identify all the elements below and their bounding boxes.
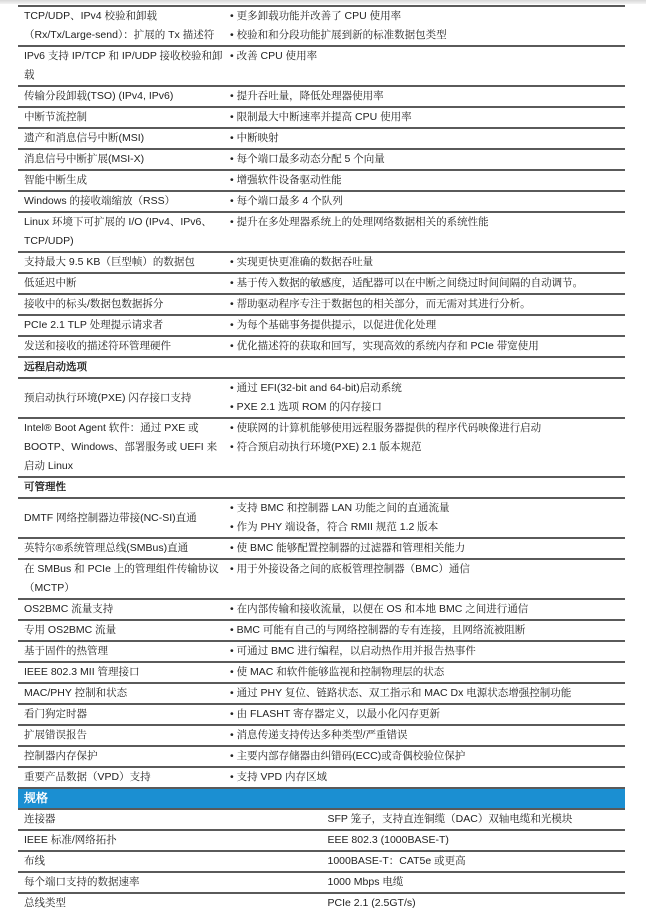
benefit-bullet: • 每个端口最多动态分配 5 个向量: [230, 150, 625, 169]
benefit-bullet: • 优化描述符的获取和回写，实现高效的系统内存和 PCIe 带宽使用: [230, 337, 625, 356]
benefit-bullet: • 基于传入数据的敏感度，适配器可以在中断之间绕过时间间隔的自动调节。: [230, 274, 625, 293]
benefit-bullet: • 主要内部存储器由纠错码(ECC)或奇偶校验位保护: [230, 747, 625, 766]
spec-row: [18, 830, 625, 851]
feature-benefits: [224, 498, 625, 538]
section-header-row: [18, 477, 625, 498]
benefit-bullet: • 使 BMC 能够配置控制器的过滤器和管理相关能力: [230, 539, 625, 558]
spec-row: [18, 809, 625, 830]
section-title: 可管理性: [18, 477, 625, 498]
spec-value: 1000 Mbps 电缆: [322, 872, 626, 893]
feature-benefits: [224, 641, 625, 662]
benefit-bullet: • 中断映射: [230, 129, 625, 148]
feature-row: [18, 252, 625, 273]
benefit-bullet: • 使 MAC 和软件能够监视和控制物理层的状态: [230, 663, 625, 682]
feature-benefits: [224, 315, 625, 336]
feature-row: [18, 273, 625, 294]
spec-name: IEEE 标准/网络拓扑: [18, 830, 322, 851]
spec-name: 每个端口支持的数据速率: [18, 872, 322, 893]
benefit-bullet: • 帮助驱动程序专注于数据包的相关部分，而无需对其进行分析。: [230, 295, 625, 314]
feature-benefits: [224, 149, 625, 170]
spec-value: PCIe 2.1 (2.5GT/s): [327, 897, 416, 909]
benefit-bullet: • 限制最大中断速率并提高 CPU 使用率: [230, 108, 625, 127]
feature-benefits: [224, 252, 625, 273]
benefit-bullet: • 更多卸载功能并改善了 CPU 使用率: [230, 7, 625, 26]
feature-row: [18, 725, 625, 746]
feature-name: TCP/UDP、IPv4 校验和卸载（Rx/Tx/Large-send）：扩展的 Tx 描述符: [18, 6, 224, 46]
specifications-table: [18, 789, 625, 913]
feature-benefits: [224, 191, 625, 212]
benefit-bullet: • 作为 PHY 端设备，符合 RMII 规范 1.2 版本: [230, 518, 625, 537]
specs-title: 规格: [18, 789, 625, 809]
feature-row: [18, 559, 625, 599]
feature-row: [18, 128, 625, 149]
spec-name: 连接器: [18, 809, 322, 830]
benefit-bullet: • 实现更快更准确的数据吞吐量: [230, 253, 625, 272]
feature-name: 中断节流控制: [18, 107, 224, 128]
feature-benefits: [224, 86, 625, 107]
feature-row: [18, 170, 625, 191]
feature-name: 扩展错误报告: [18, 725, 224, 746]
benefit-bullet: • 提升在多处理器系统上的处理网络数据相关的系统性能: [230, 213, 625, 232]
benefit-bullet: • 增强软件设备驱动性能: [230, 171, 625, 190]
feature-name: Linux 环境下可扩展的 I/O (IPv4、IPv6、TCP/UDP): [18, 212, 224, 252]
feature-benefits: [224, 559, 625, 599]
feature-name: Intel® Boot Agent 软件：通过 PXE 或 BOOTP、Windows、部署服务或 UEFI 来启动 Linux: [18, 418, 224, 477]
benefit-bullet: • 通过 PHY 复位、链路状态、双工指示和 MAC Dx 电源状态增强控制功能: [230, 684, 625, 703]
feature-row: [18, 6, 625, 46]
feature-benefits: [224, 6, 625, 46]
spec-name: 布线: [18, 851, 322, 872]
feature-name: 控制器内存保护: [18, 746, 224, 767]
feature-row: [18, 149, 625, 170]
feature-name: 发送和接收的描述符环管理硬件: [18, 336, 224, 357]
feature-name: 专用 OS2BMC 流量: [18, 620, 224, 641]
feature-name: 重要产品数据（VPD）支持: [18, 767, 224, 788]
benefit-bullet: • 提升吞吐量，降低处理器使用率: [230, 87, 625, 106]
benefit-bullet: • 校验和和分段功能扩展到新的标准数据包类型: [230, 26, 625, 45]
feature-benefits: [224, 767, 625, 788]
benefit-bullet: • 支持 BMC 和控制器 LAN 功能之间的直通流量: [230, 499, 625, 518]
feature-row: [18, 641, 625, 662]
feature-benefits: [224, 418, 625, 477]
feature-row: [18, 599, 625, 620]
feature-row: [18, 767, 625, 788]
spec-row: [18, 872, 625, 893]
feature-name: 消息信号中断扩展(MSI-X): [18, 149, 224, 170]
feature-benefits: [224, 128, 625, 149]
benefit-bullet: • 为每个基础事务提供提示，以促进优化处理: [230, 316, 625, 335]
benefit-bullet: • 由 FLASHT 寄存器定义，以最小化闪存更新: [230, 705, 625, 724]
benefit-bullet: • 改善 CPU 使用率: [230, 47, 625, 66]
section-header-row: [18, 357, 625, 378]
feature-row: [18, 378, 625, 418]
spec-value: EEE 802.3 (1000BASE-T): [322, 830, 626, 851]
feature-benefits: [224, 336, 625, 357]
feature-benefits: [224, 378, 625, 418]
feature-name: 英特尔®系统管理总线(SMBus)直通: [18, 538, 224, 559]
feature-name: 接收中的标头/数据包数据拆分: [18, 294, 224, 315]
feature-row: [18, 662, 625, 683]
document-body: [18, 5, 625, 913]
feature-name: OS2BMC 流量支持: [18, 599, 224, 620]
benefit-bullet: • 用于外接设备之间的底板管理控制器（BMC）通信: [230, 560, 625, 579]
feature-row: [18, 107, 625, 128]
feature-row: [18, 704, 625, 725]
feature-benefits: [224, 620, 625, 641]
benefit-bullet: • 通过 EFI(32-bit and 64-bit)启动系统: [230, 379, 625, 398]
feature-benefits: [224, 46, 625, 86]
benefit-bullet: • 消息传递支持传达多种类型/严重错误: [230, 726, 625, 745]
page-top-edge: [0, 0, 646, 4]
feature-row: [18, 315, 625, 336]
feature-benefits: [224, 538, 625, 559]
feature-benefits: [224, 599, 625, 620]
specs-header-row: [18, 789, 625, 809]
feature-name: 传输分段卸载(TSO) (IPv4, IPv6): [18, 86, 224, 107]
feature-name: Windows 的接收端缩放（RSS）: [18, 191, 224, 212]
spec-row: [18, 851, 625, 872]
feature-name: IEEE 802.3 MII 管理接口: [18, 662, 224, 683]
spec-value: 1000BASE-T：CAT5e 或更高: [322, 851, 626, 872]
feature-name: 低延迟中断: [18, 273, 224, 294]
feature-row: [18, 418, 625, 477]
feature-name: MAC/PHY 控制和状态: [18, 683, 224, 704]
feature-name: 在 SMBus 和 PCIe 上的管理组件传输协议（MCTP）: [18, 559, 224, 599]
feature-benefits: [224, 683, 625, 704]
spec-row: [18, 893, 625, 913]
feature-row: [18, 498, 625, 538]
feature-benefits: [224, 662, 625, 683]
feature-name: 基于固件的热管理: [18, 641, 224, 662]
benefit-bullet: • 使联网的计算机能够使用远程服务器提供的程序代码映像进行启动: [230, 419, 625, 438]
feature-benefits: [224, 725, 625, 746]
feature-name: IPv6 支持 IP/TCP 和 IP/UDP 接收校验和卸载: [18, 46, 224, 86]
feature-name: 智能中断生成: [18, 170, 224, 191]
feature-row: [18, 746, 625, 767]
benefit-bullet: • BMC 可能有自己的与网络控制器的专有连接，且网络流被阻断: [230, 621, 625, 640]
feature-benefits: [224, 170, 625, 191]
feature-row: [18, 336, 625, 357]
benefit-bullet: • 符合预启动执行环境(PXE) 2.1 版本规范: [230, 438, 625, 457]
feature-row: [18, 294, 625, 315]
feature-benefits: [224, 212, 625, 252]
feature-row: [18, 86, 625, 107]
feature-row: [18, 683, 625, 704]
feature-row: [18, 191, 625, 212]
benefit-bullet: • 每个端口最多 4 个队列: [230, 192, 625, 211]
feature-benefits: [224, 746, 625, 767]
feature-name: 遗产和消息信号中断(MSI): [18, 128, 224, 149]
feature-row: [18, 212, 625, 252]
feature-name: DMTF 网络控制器边带接(NC-SI)直通: [18, 498, 224, 538]
feature-row: [18, 538, 625, 559]
feature-row: [18, 46, 625, 86]
section-title: 远程启动选项: [18, 357, 625, 378]
feature-name: 看门狗定时器: [18, 704, 224, 725]
feature-name: 支持最大 9.5 KB（巨型帧）的数据包: [18, 252, 224, 273]
feature-row: [18, 620, 625, 641]
benefit-bullet: • 可通过 BMC 进行编程，以启动热作用并报告热事件: [230, 642, 625, 661]
spec-name: 总线类型: [24, 897, 66, 909]
benefit-bullet: • 支持 VPD 内存区域: [230, 768, 625, 787]
feature-benefits: [224, 294, 625, 315]
feature-name: 预启动执行环境(PXE) 闪存接口支持: [18, 378, 224, 418]
benefit-bullet: • 在内部传输和接收流量，以便在 OS 和本地 BMC 之间进行通信: [230, 600, 625, 619]
feature-benefits: [224, 704, 625, 725]
feature-name: PCIe 2.1 TLP 处理提示请求者: [18, 315, 224, 336]
benefit-bullet: • PXE 2.1 选项 ROM 的闪存接口: [230, 398, 625, 417]
features-table: [18, 5, 625, 789]
feature-benefits: [224, 107, 625, 128]
feature-benefits: [224, 273, 625, 294]
spec-value: SFP 笼子，支持直连铜缆（DAC）双轴电缆和光模块: [322, 809, 626, 830]
